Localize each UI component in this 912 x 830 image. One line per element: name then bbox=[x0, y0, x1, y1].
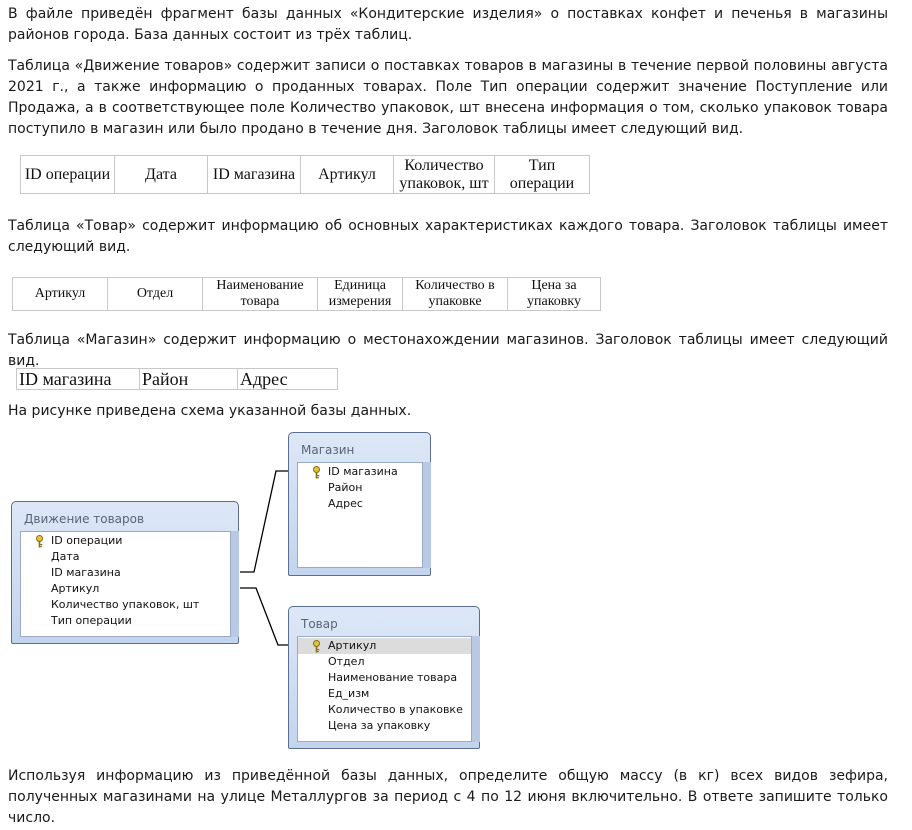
product-header-text: Цена за bbox=[531, 278, 577, 293]
movement-field-label: Количество упаковок, шт bbox=[51, 598, 200, 611]
movement-header-text: Тип bbox=[528, 156, 556, 174]
store-description: Таблица «Магазин» содержит информацию о местонахождении магазинов. Заголовок таблицы имеет следующий вид. bbox=[8, 332, 888, 369]
product-field-label: Количество в упаковке bbox=[328, 703, 463, 716]
schema-intro: На рисунке приведена схема указанной базы данных. bbox=[8, 403, 412, 419]
primary-key-icon bbox=[312, 466, 321, 479]
movement-header-text: Артикул bbox=[318, 165, 376, 183]
product-header-text: упаковку bbox=[526, 294, 581, 309]
movement-header-text: ID магазина bbox=[212, 165, 296, 183]
store-table-window[interactable] bbox=[288, 432, 431, 576]
relation-store-line bbox=[240, 471, 290, 572]
primary-key-icon bbox=[35, 535, 44, 548]
movement-fields-panel bbox=[20, 531, 231, 637]
product-field-label: Отдел bbox=[328, 655, 365, 668]
product-field-label: Ед_изм bbox=[328, 687, 370, 700]
movement-field-label: Тип операции bbox=[51, 614, 132, 627]
product-description: Таблица «Товар» содержит информацию об основных характеристиках каждого товара. Заголовок таблицы имеет следующий вид. bbox=[8, 218, 888, 255]
product-table-window[interactable] bbox=[288, 606, 480, 749]
relation-product-line bbox=[240, 588, 290, 645]
intro-paragraph: В файле приведён фрагмент базы данных «Кондитерские изделия» о поставках конфет и печенья в магазины районов города. База данных состоит из трёх таблиц. bbox=[8, 6, 888, 43]
store-window-title: Магазин bbox=[301, 443, 355, 457]
product-field[interactable] bbox=[298, 670, 471, 686]
product-header-text: товара bbox=[240, 294, 280, 309]
store-header-text: Адрес bbox=[240, 369, 288, 389]
product-header-text: Наименование bbox=[216, 278, 304, 293]
movement-field-label: Артикул bbox=[51, 582, 100, 595]
product-field[interactable] bbox=[298, 702, 471, 718]
movement-field-label: Дата bbox=[51, 550, 80, 563]
product-field[interactable] bbox=[298, 654, 471, 670]
store-scrollbar[interactable] bbox=[423, 462, 431, 568]
store-fields-panel bbox=[297, 462, 423, 568]
store-field-label: Район bbox=[328, 481, 363, 494]
product-scrollbar[interactable] bbox=[472, 636, 480, 742]
product-field-label: Артикул bbox=[328, 639, 377, 652]
product-field[interactable] bbox=[298, 718, 471, 734]
store-field[interactable] bbox=[298, 480, 422, 496]
task-paragraph: Используя информацию из приведённой базы данных, определите общую массу (в кг) всех видов зефира, полученных магазинами на улице Металлургов за период с 4 по 12 июня включительно. В ответе запишите только число. bbox=[8, 768, 888, 826]
movement-header-text: упаковок, шт bbox=[399, 174, 489, 192]
movement-field-label: ID магазина bbox=[51, 566, 121, 579]
movement-window-title: Движение товаров bbox=[24, 512, 145, 526]
primary-key-icon bbox=[312, 640, 321, 653]
product-field-label: Наименование товара bbox=[328, 671, 458, 684]
movement-scrollbar[interactable] bbox=[231, 531, 239, 637]
movement-table-window[interactable] bbox=[11, 501, 239, 644]
movement-field[interactable] bbox=[21, 613, 230, 629]
product-field-label: Цена за упаковку bbox=[328, 719, 431, 732]
store-header-text: ID магазина bbox=[19, 369, 112, 389]
movement-header-text: операции bbox=[509, 174, 575, 192]
movement-header-text: Количество bbox=[404, 156, 484, 174]
product-header-text: Единица bbox=[334, 278, 386, 293]
product-field[interactable] bbox=[298, 686, 471, 702]
movement-field[interactable] bbox=[21, 549, 230, 565]
product-header-text: Отдел bbox=[136, 286, 174, 301]
product-window-title: Товар bbox=[301, 617, 338, 631]
movement-field[interactable] bbox=[21, 565, 230, 581]
store-field[interactable] bbox=[298, 496, 422, 512]
movement-header-text: Дата bbox=[145, 165, 177, 183]
movement-header-text: ID операции bbox=[24, 165, 111, 183]
store-field[interactable] bbox=[298, 464, 422, 480]
product-header-text: упаковке bbox=[428, 294, 482, 309]
product-header-text: измерения bbox=[328, 294, 392, 309]
movement-description: Таблица «Движение товаров» содержит записи о поставках товаров в магазины в течение первой половины августа 2021 г., а также информацию о проданных товарах. Поле Тип операции содержит значение Поступление или Продажа, а в соответствующее поле Количество упаковок, шт внесена информация о том, сколько упаковок товара поступило в магазин или было продано в течение дня. Заголовок таблицы имеет следующий вид. bbox=[8, 58, 888, 137]
movement-field[interactable] bbox=[21, 597, 230, 613]
movement-field[interactable] bbox=[21, 581, 230, 597]
product-header-text: Количество в bbox=[415, 278, 495, 293]
product-header-text: Артикул bbox=[34, 286, 86, 301]
product-field-list bbox=[298, 638, 471, 734]
product-fields-panel bbox=[297, 636, 472, 742]
store-field-label: Адрес bbox=[328, 497, 363, 510]
store-field-list bbox=[298, 464, 422, 512]
store-field-label: ID магазина bbox=[328, 465, 398, 478]
store-header-text: Район bbox=[142, 369, 189, 389]
movement-field-list bbox=[21, 533, 230, 629]
movement-field[interactable] bbox=[21, 533, 230, 549]
product-field[interactable] bbox=[298, 638, 471, 654]
movement-field-label: ID операции bbox=[51, 534, 123, 547]
